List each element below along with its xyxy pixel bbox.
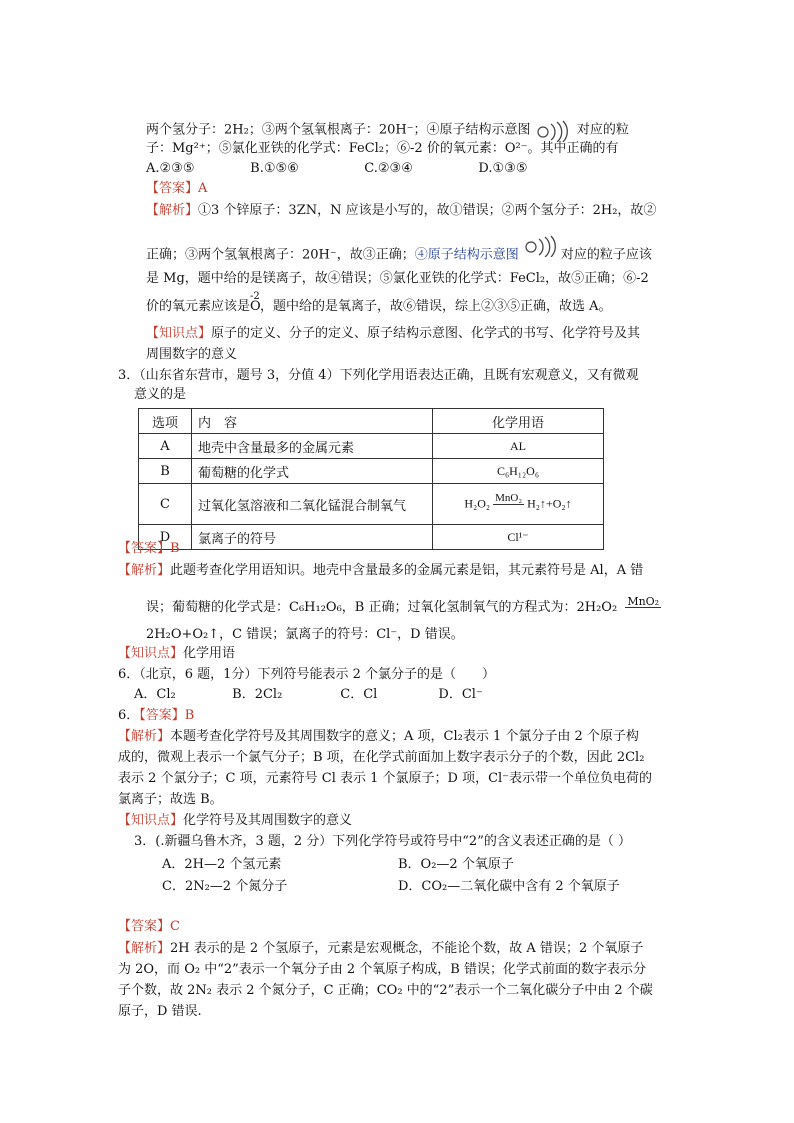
table-row: A 地壳中含量最多的金属元素 AL bbox=[139, 434, 604, 459]
b1-knowledge-2: 周围数字的意义 bbox=[146, 347, 238, 362]
q3-knowledge: 【知识点】化学用语 bbox=[118, 646, 236, 661]
q3b-option-c: C．2N₂—2 个氮分子 bbox=[162, 879, 288, 894]
q6-answer: 6．【答案】B bbox=[118, 708, 195, 723]
q3b-option-d: D．CO₂—二氧化碳中含有 2 个氧原子 bbox=[398, 879, 620, 894]
option-a: A．Cl₂ bbox=[134, 687, 176, 702]
q6-analysis-3: 表示 2 个氯分子；C 项，元素符号 Cl 表示 1 个氯原子；D 项，Cl⁻表示带一个单位负电荷的 bbox=[118, 771, 653, 786]
q6-knowledge: 【知识点】化学符号及其周围数字的意义 bbox=[118, 813, 353, 828]
q6-options bbox=[134, 686, 483, 704]
q3b-option-b: B．O₂—2 个氧原子 bbox=[398, 857, 514, 872]
b1-line1: 两个氢分子：2H₂；③两个氢氧根离子：20H⁻；④原子结构示意图 对应的粒 bbox=[146, 120, 629, 140]
q6-analysis-2: 成的，微观上表示一个氯气分子；B 项，在化学式前面加上数字表示分子的个数，因此 2Cl₂ bbox=[118, 750, 645, 765]
q3b-answer: 【答案】C bbox=[118, 919, 180, 934]
b1-answer: 【答案】A bbox=[146, 181, 208, 196]
b1-line2: 子：Mg²⁺；⑤氯化亚铁的化学式：FeCl₂；⑥-2 价的氧元素：O²⁻。其中正确的有 bbox=[146, 141, 619, 156]
b1-options bbox=[146, 160, 527, 178]
q3-analysis-1: 【解析】此题考查化学用语知识。地壳中含量最多的金属元素是铝，其元素符号是 Al，A 错 bbox=[118, 563, 644, 578]
b1-analysis-1: 【解析】①3 个锌原子：3ZN，N 应该是小写的，故①错误；②两个氢分子：2H₂，故② bbox=[146, 203, 657, 218]
q3b-analysis-2: 为 2O，而 O₂ 中“2”表示一个氧分子由 2 个氧原子构成，B 错误；化学式前面的数字表示分 bbox=[118, 962, 646, 977]
q3-answer: 【答案】B bbox=[118, 541, 180, 556]
option-c: C.②③④ bbox=[364, 161, 413, 176]
q6-analysis-1: 【解析】本题考查化学符号及其周围数字的意义；A 项，Cl₂表示 1 个氯分子由 2 个原子构 bbox=[118, 729, 639, 744]
b1-knowledge-1: 【知识点】原子的定义、分子的定义、原子结构示意图、化学式的书写、化学符号及其 bbox=[146, 326, 641, 341]
q3b-analysis-1: 【解析】2H 表示的是 2 个氢原子，元素是宏观概念，不能论个数，故 A 错误；2 个氧原子 bbox=[118, 941, 644, 956]
chem-table bbox=[138, 408, 604, 550]
option-b: B．2Cl₂ bbox=[232, 687, 283, 702]
q6-line1: 6．（北京，6 题，1分）下列符号能表示 2 个氯分子的是（ ） bbox=[118, 667, 495, 682]
q3-line2: 意义的是 bbox=[134, 387, 187, 402]
q3-analysis-3: 2H₂O+O₂↑，C 错误；氯离子的符号：Cl⁻，D 错误。 bbox=[146, 627, 464, 642]
q3b-analysis-3: 子个数，故 2N₂ 表示 2 个氮分子，C 正确；CO₂ 中的“2”表示一个二氧化碳分子中由 2 个碳 bbox=[118, 983, 653, 998]
q3b-option-a: A．2H—2 个氢元素 bbox=[162, 857, 282, 872]
table-row: D 氯离子的符号 Cl¹⁻ bbox=[139, 525, 604, 550]
q3-line1: 3．（山东省东营市，题号 3，分值 4）下列化学用语表达正确，且既有宏观意义，又有微观 bbox=[118, 368, 639, 383]
equation-cell: H₂O₂ MnO₂ H₂↑+O₂↑ bbox=[433, 484, 604, 525]
option-d: D.①③⑤ bbox=[478, 161, 528, 176]
table-row: C 过氧化氢溶液和二氧化锰混合制氧气 H₂O₂ MnO₂ H₂↑+O₂↑ bbox=[139, 484, 604, 525]
b1-analysis-2: 正确；③两个氢氧根离子：20H⁻，故③正确；④原子结构示意图 对应的粒子应该 bbox=[146, 245, 652, 265]
q3b-line1: 3．(.新疆乌鲁木齐，3 题，2 分）下列化学符号或符号中“2”的含义表述正确的是（ ） bbox=[134, 834, 631, 849]
q3-analysis-2: 误；葡萄糖的化学式是：C₆H₁₂O₆，B 正确；过氧化氢制氧气的方程式为：2H₂O₂ MnO₂ bbox=[146, 595, 660, 615]
option-d: D．Cl⁻ bbox=[438, 687, 483, 702]
atom-structure-icon bbox=[535, 120, 573, 140]
table-header: 选项 内 容 化学用语 bbox=[139, 409, 604, 434]
option-a: A.②③⑤ bbox=[146, 161, 195, 176]
q6-analysis-4: 氯离子；故选 B。 bbox=[118, 792, 223, 807]
atom-structure-icon-2 bbox=[523, 235, 561, 255]
table-row: B 葡萄糖的化学式 C₆H₁₂O₆ bbox=[139, 459, 604, 484]
option-b: B.①⑤⑥ bbox=[250, 161, 299, 176]
q3b-analysis-4: 原子，D 错误. bbox=[118, 1004, 202, 1019]
b1-analysis-4: 价的氧元素应该是 -2 O，题中给的是氧离子，故⑥错误，综上②③⑤正确，故选 A。 bbox=[146, 291, 612, 314]
option-c: C．Cl bbox=[340, 687, 378, 702]
b1-analysis-3: 是 Mg，题中给的是镁离子，故④错误；⑤氯化亚铁的化学式：FeCl₂，故⑤正确；⑥-2 bbox=[146, 271, 649, 286]
